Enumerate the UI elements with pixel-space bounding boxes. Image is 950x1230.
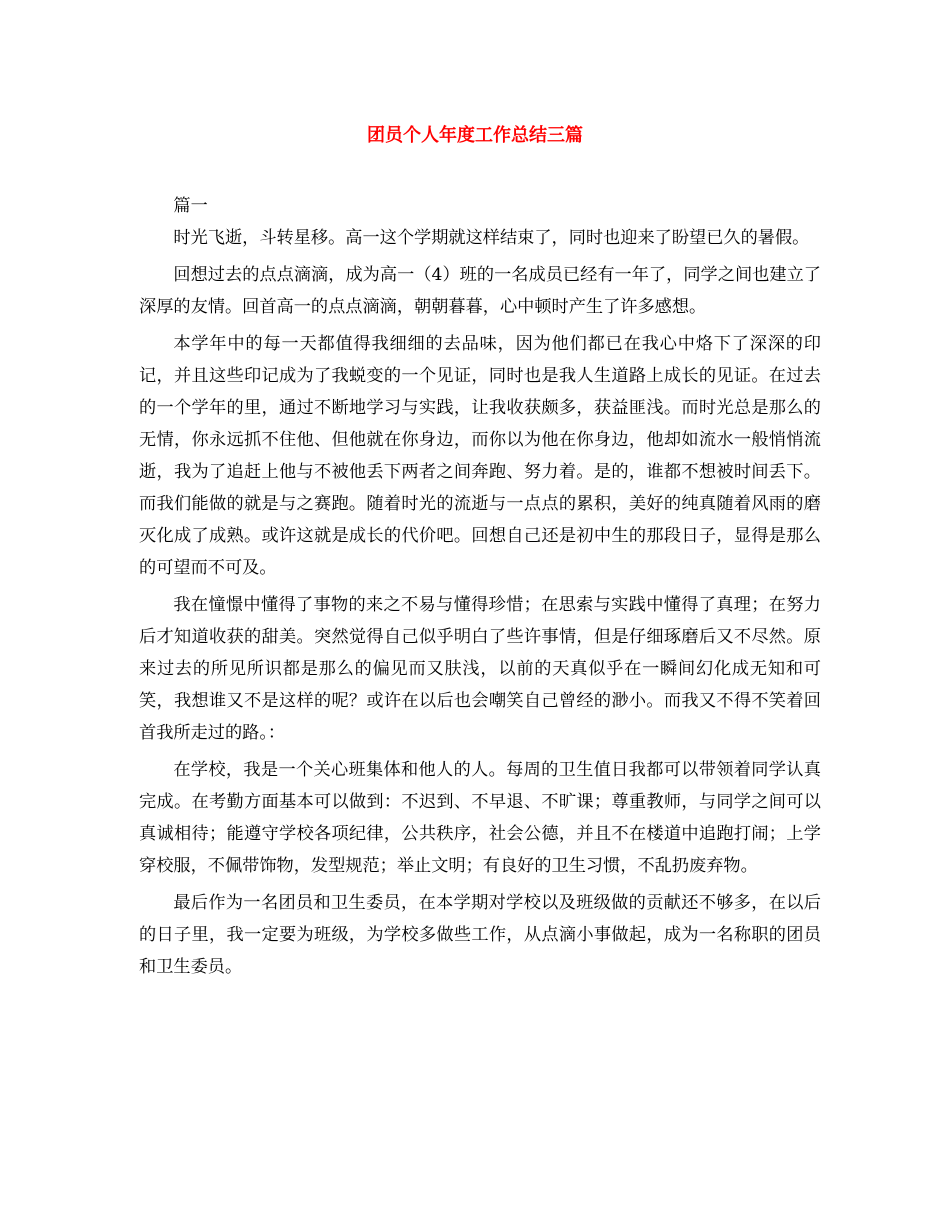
paragraph-2: 回想过去的点点滴滴，成为高一（4）班的一名成员已经有一年了，同学之间也建立了深厚的友情。回首高一的点点滴滴，朝朝暮暮，心中顿时产生了许多感想。 — [139, 265, 821, 317]
paragraph-6: 最后作为一名团员和卫生委员，在本学期对学校以及班级做的贡献还不够多，在以后的日子里，我一定要为班级，为学校多做些工作，从点滴小事做起，成为一名称职的团员和卫生委员。 — [139, 893, 821, 977]
document-title: 团员个人年度工作总结三篇 — [367, 125, 583, 146]
document-body — [139, 190, 821, 983]
paragraph-5: 在学校，我是一个关心班集体和他人的人。每周的卫生值日我都可以带领着同学认真完成。在考勤方面基本可以做到：不迟到、不早退、不旷课；尊重教师，与同学之间可以真诚相待；能遵守学校各项纪律，公共秩序，社会公德，并且不在楼道中追跑打闹；上学穿校服，不佩带饰物，发型规范；举止文明；有良好的卫生习惯，不乱扔废弃物。 — [139, 760, 821, 876]
paragraph-3: 本学年中的每一天都值得我细细的去品味，因为他们都已在我心中烙下了深深的印记，并且这些印记成为了我蜕变的一个见证，同时也是我人生道路上成长的见证。在过去的一个学年的里，通过不断地学习与实践，让我收获颇多，获益匪浅。而时光总是那么的无情，你永远抓不住他、但他就在你身边，而你以为他在你身边，他却如流水一般悄悄流逝，我为了追赶上他与不被他丢下两者之间奔跑、努力着。是的，谁都不想被时间丢下。而我们能做的就是与之赛跑。随着时光的流逝与一点点的累积，美好的纯真随着风雨的磨灭化成了成熟。或许这就是成长的代价吧。回想自己还是初中生的那段日子，显得是那么的可望而不可及。 — [139, 334, 821, 578]
paragraph-1: 时光飞逝，斗转星移。高一这个学期就这样结束了，同时也迎来了盼望已久的暑假。 — [173, 228, 810, 248]
paragraph-4: 我在憧憬中懂得了事物的来之不易与懂得珍惜；在思索与实践中懂得了真理；在努力后才知道收获的甜美。突然觉得自己似乎明白了些许事情，但是仔细琢磨后又不尽然。原来过去的所见所识都是那么的偏见而又肤浅，以前的天真似乎在一瞬间幻化成无知和可笑，我想谁又不是这样的呢？或许在以后也会嘲笑自己曾经的渺小。而我又不得不笑着回首我所走过的路。： — [139, 595, 821, 743]
section-label: 篇一 — [173, 196, 208, 216]
